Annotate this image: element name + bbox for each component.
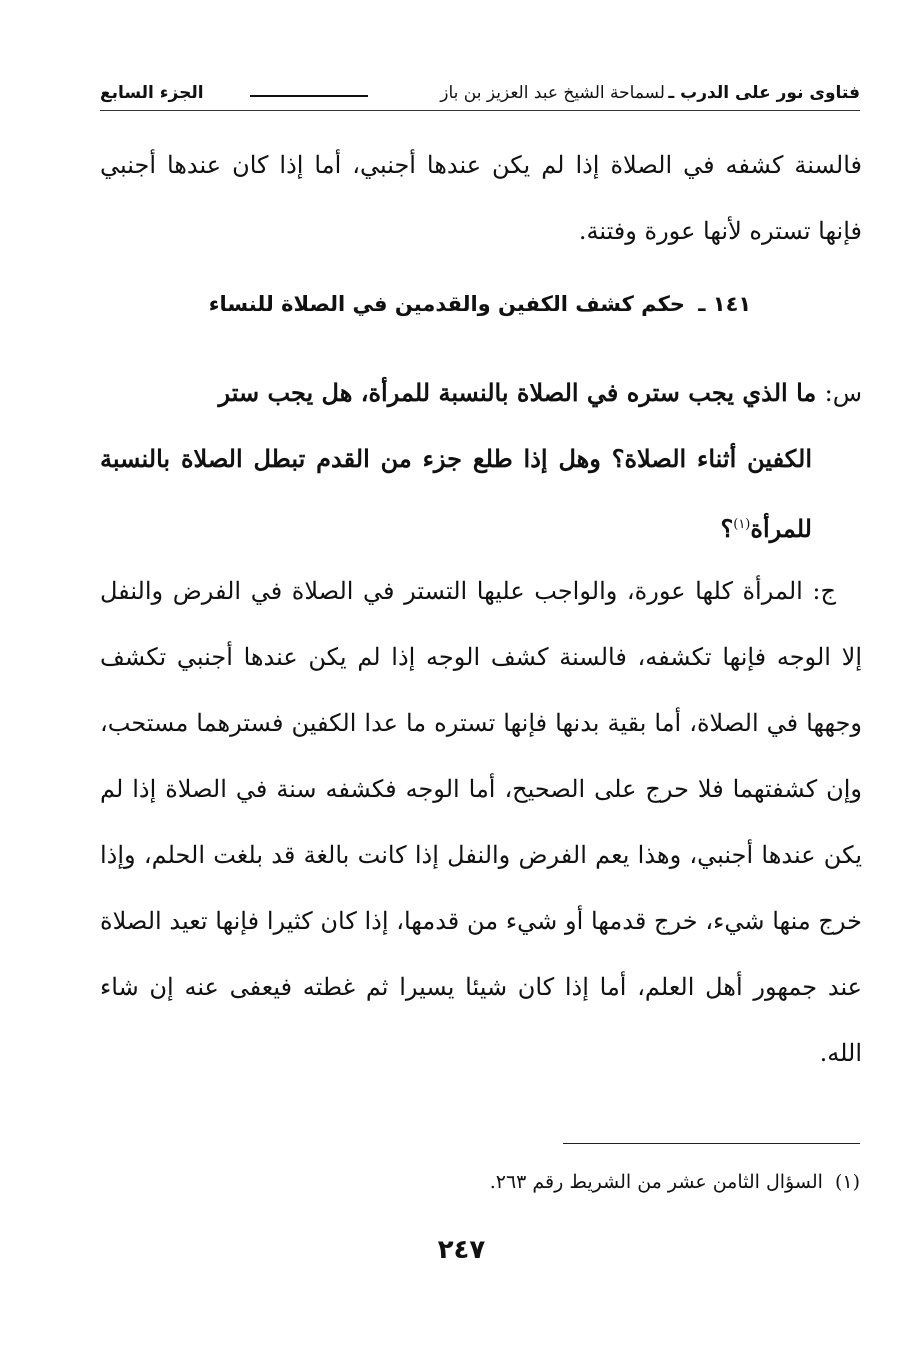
answer-block [100, 558, 862, 1086]
section-number: ١٤١ ـ [698, 292, 752, 316]
question-text-rest-wrap [100, 426, 862, 562]
question-text-first: ما الذي يجب ستره في الصلاة بالنسبة للمرأة، هل يجب ستر [218, 378, 817, 407]
question-prefix: س: [824, 379, 862, 407]
section-heading [100, 284, 860, 324]
question-block [100, 360, 862, 562]
answer-text: المرأة كلها عورة، والواجب عليها التستر في الصلاة في الفرض والنفل إلا الوجه فإنها تكشفه، فالسنة كشف الوجه إذا لم يكن عندها أجنبي تكشف وجهها في الصلاة، أما بقية بدنها فإنها تستره ما عدا الكفين فسترهما مستحب، وإن كشفتهما فلا حرج على الصحيح، أما الوجه فكشفه سنة في الصلاة إذا لم يكن عندها أجنبي، وهذا يعم الفرض والنفل إذا كانت بالغة قد بلغت الحلم، وإذا خرج منها شيء، خرج قدمها أو شيء من قدمها، إذا كان كثيرا فإنها تعيد الصلاة عند جمهور أهل العلم، أما إذا كان شيئا يسيرا ثم غطته فيعفى عنه إن شاء الله. [100, 577, 862, 1067]
footnote-divider [563, 1143, 860, 1144]
footnote-reference: (١) [733, 517, 751, 532]
answer-prefix: ج: [812, 577, 836, 605]
header-divider [100, 110, 860, 111]
section-title: حكم كشف الكفين والقدمين في الصلاة للنساء [208, 292, 685, 316]
footnote [100, 1166, 860, 1198]
footnote-marker: (١) [834, 1171, 860, 1193]
question-end-mark: ؟ [720, 514, 734, 543]
intro-paragraph: فالسنة كشفه في الصلاة إذا لم يكن عندها أجنبي، أما إذا كان عندها أجنبي فإنها تستره لأنها عورة وفتنة. [100, 151, 862, 245]
page-number: ٢٤٧ [437, 1235, 486, 1265]
header-dash-rule [250, 95, 368, 97]
running-header [100, 78, 860, 108]
footnote-text: السؤال الثامن عشر من الشريط رقم ٢٦٣. [489, 1171, 823, 1193]
header-volume: الجزء السابع [100, 83, 204, 103]
question-text-rest: الكفين أثناء الصلاة؟ وهل إذا طلع جزء من القدم تبطل الصلاة بالنسبة للمرأة [100, 444, 813, 543]
header-book-title: فتاوى نور على الدرب ـ [668, 83, 860, 103]
header-author: لسماحة الشيخ عبد العزيز بن باز [440, 83, 665, 103]
